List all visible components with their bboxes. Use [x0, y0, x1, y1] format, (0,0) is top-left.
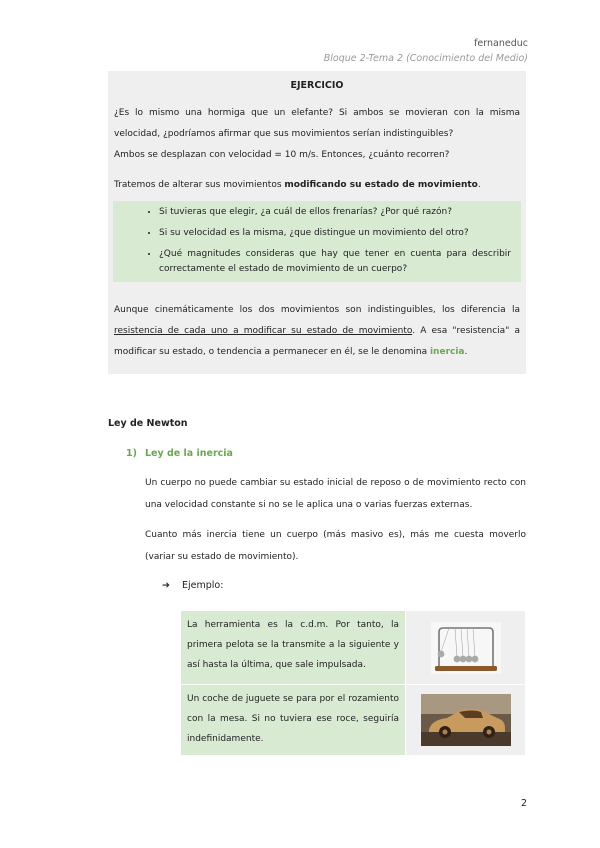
header-subtitle: Bloque 2-Tema 2 (Conocimiento del Medio)	[323, 53, 528, 64]
subsection-label: Ley de la inercia	[145, 448, 233, 459]
subsection-number: 1)	[126, 448, 137, 459]
subsection-title	[126, 448, 233, 459]
newtons-cradle-image	[431, 622, 501, 674]
question-item: • Si tuvieras que elegir, ¿a cuál de ellos frenarías? ¿Por qué razón?	[159, 205, 511, 220]
example-label	[162, 580, 223, 591]
example-text: Ejemplo:	[182, 580, 224, 591]
image-cell	[406, 685, 525, 755]
alter-bold: modificando su estado de movimiento	[284, 180, 478, 190]
toy-car-image	[421, 694, 511, 746]
inercia-term: inercia	[429, 347, 465, 357]
image-cell	[406, 611, 525, 684]
alter-suffix: .	[477, 180, 481, 190]
exercise-box	[108, 71, 526, 374]
exercise-conclusion	[114, 300, 520, 363]
header-author: fernaneduc	[474, 38, 528, 49]
examples-table	[181, 611, 525, 755]
question-item: • ¿Qué magnitudes consideras que hay que tener en cuenta para describir correctamente el estado de movimiento de un cuerpo?	[159, 247, 511, 277]
intro-line-2: Ambos se desplazan con velocidad = 10 m/s. Entonces, ¿cuánto recorren?	[114, 150, 450, 160]
table-row	[181, 611, 525, 684]
questions-box	[113, 201, 521, 282]
section-title: Ley de Newton	[108, 418, 188, 429]
inertia-definition: Un cuerpo no puede cambiar su estado inicial de reposo o de movimiento recto con una velocidad constante si no se le aplica una o varias fuerzas externas.	[145, 478, 526, 510]
example-text-cell: La herramienta es la c.d.m. Por tanto, la primera pelota se la transmite a la siguiente y así hasta la última, que sale impulsada.	[181, 611, 405, 684]
conclusion-suffix: .	[464, 347, 468, 357]
arrow-icon: ➔	[162, 580, 170, 591]
intro-line-1: ¿Es lo mismo una hormiga que un elefante? Si ambos se movieran con la misma velocidad, ¿podríamos afirmar que sus movimientos serían indistinguibles?	[114, 108, 520, 139]
alter-prefix: Tratemos de alterar sus movimientos	[114, 180, 285, 190]
question-item: • Si su velocidad es la misma, ¿que distingue un movimiento del otro?	[159, 226, 511, 241]
page-number: 2	[520, 798, 527, 809]
questions-list	[139, 205, 511, 277]
example-text-cell: Un coche de juguete se para por el rozamiento con la mesa. Si no tuviera ese roce, seguiría indefinidamente.	[181, 685, 405, 755]
exercise-title: EJERCICIO	[290, 80, 344, 91]
inertia-mass-note: Cuanto más inercia tiene un cuerpo (más masivo es), más me cuesta moverlo (variar su estado de movimiento).	[145, 530, 526, 562]
conclusion-underline: resistencia de cada uno a modificar su estado de movimiento	[114, 326, 413, 336]
conclusion-prefix: Aunque cinemáticamente los dos movimientos son indistinguibles, los diferencia la	[114, 305, 520, 315]
table-row	[181, 685, 525, 755]
exercise-alter	[114, 175, 520, 196]
exercise-intro	[114, 103, 520, 166]
conclusion-middle: . A esa "resistencia" a modificar su estado, o tendencia a permanecer en él, se le denomina	[114, 326, 520, 357]
